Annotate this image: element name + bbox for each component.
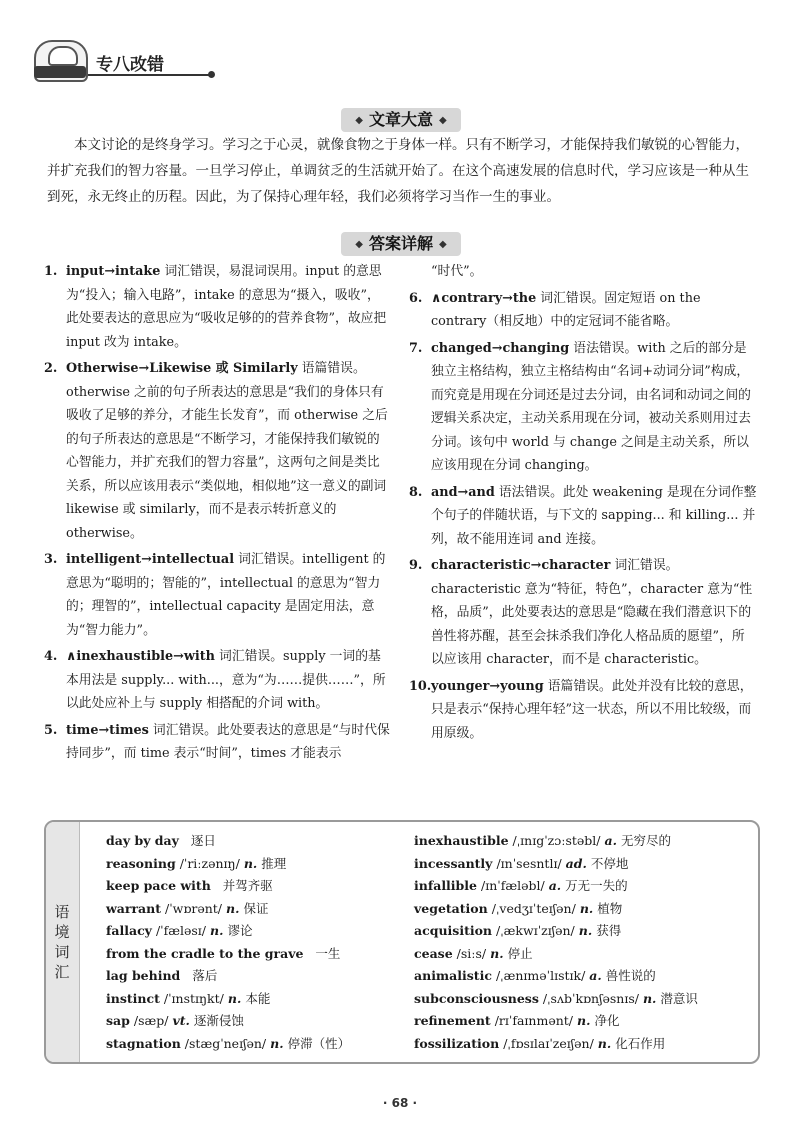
vocabulary-box	[44, 820, 760, 1064]
page-header	[30, 40, 190, 80]
vocab-phonetic: /ˌfɒsɪlaɪˈzeɪʃən/	[503, 1035, 594, 1051]
vocab-meaning: 无穷尽的	[620, 833, 671, 848]
vocab-word: day by day	[106, 833, 179, 848]
answer-explanation: 语法错误。with 之后的部分是独立主格结构，独立主格结构由“名词+动词分词”构成，而究竟是用现在分词还是过去分词，由名词和动词之间的逻辑关系决定，主动关系用现在分词，被动关系则用过去分词。该句中 world 与 change 之间是主动关系，所以应该用现在分词 changing。	[431, 340, 751, 473]
section-title: 专八改错	[96, 55, 164, 75]
vocab-phonetic: /ˈriːzənɪŋ/	[179, 855, 240, 871]
vocab-part-of-speech: n.	[210, 923, 224, 938]
answer-number: 5.	[44, 722, 58, 738]
vocab-list-right	[414, 830, 750, 1055]
summary-paragraph: 本文讨论的是终身学习。学习之于心灵，就像食物之于身体一样。只有不断学习，才能保持我们敏锐的心智能力，并扩充我们的智力容量。一旦学习停止，单调贫乏的生活就开始了。在这个高速发展的信息时代，学习应该是一种从生到死，永无终止的历程。因此，为了保持心理年轻，我们必须将学习当作一生的事业。	[47, 137, 749, 205]
vocab-meaning: 潜意识	[660, 990, 698, 1006]
answer-explanation: 词汇错误，易混词误用。input 的意思为“投入；输入电路”，intake 的意思为“摄入，吸收”，此处要表达的意思应为“吸收足够的的营养食物”，故应把 input 改为 intake。	[66, 264, 387, 350]
answer-item	[44, 548, 392, 642]
vocab-word: acquisition	[414, 923, 493, 938]
answer-explanation: 语篇错误。此处并没有比较的意思，只是表示“保持心理年轻”这一状态，所以不用比较级，而用原级。	[431, 678, 753, 741]
answer-correction: ∧contrary→the	[431, 290, 537, 306]
page-number: · 68 ·	[382, 1096, 418, 1110]
vocab-meaning: 兽性说的	[605, 968, 656, 983]
answer-correction: ∧inexhaustible→with	[66, 649, 215, 664]
diamond-icon: ◆	[439, 238, 447, 250]
answer-explanation: 词汇错误。characteristic 意为“特征，特色”，character 意为“性格，品质”，此处要表达的意思是“隐藏在我们潜意识下的兽性将苏醒，甚至会抹杀我们净化人格品质的愿望”，所以应该用 character，而不是 characteristic。	[431, 558, 753, 667]
answers-banner: ◆ 答案详解 ◆	[341, 232, 461, 256]
answer-explanation: 词汇错误。固定短语 on the contrary（相反地）中的定冠词不能省略。	[431, 290, 701, 329]
vocab-part-of-speech: n.	[597, 1035, 612, 1051]
vocab-word: from the cradle to the grave	[106, 945, 304, 961]
vocab-word: lag behind	[106, 968, 181, 983]
vocab-word: stagnation	[106, 1035, 181, 1051]
vocab-phonetic: /ˈɪnstɪŋkt/	[163, 990, 224, 1006]
vocab-entry	[106, 875, 406, 898]
vocab-meaning: 一生	[315, 945, 341, 961]
answer-number: 2.	[44, 361, 58, 376]
vocab-phonetic: /ˌɪnɪgˈzɔːstəbl/	[512, 833, 601, 848]
vocab-meaning: 净化	[594, 1013, 620, 1028]
vocab-meaning: 谬论	[227, 923, 253, 938]
vocab-entry	[414, 853, 750, 876]
vocab-meaning: 获得	[596, 923, 622, 938]
answer-correction: changed→changing	[431, 340, 570, 356]
vocab-entry	[106, 1033, 406, 1056]
answer-correction: younger→young	[431, 678, 544, 694]
vocab-entry	[414, 1033, 750, 1056]
book-logo-icon	[34, 40, 88, 82]
vocab-part-of-speech: ad.	[565, 855, 587, 871]
answer-item	[44, 645, 392, 716]
vocab-word: incessantly	[414, 855, 493, 871]
answers-left-column	[44, 260, 392, 769]
answer-number: 8.	[409, 484, 423, 500]
vocab-entry	[106, 830, 406, 853]
vocab-word: vegetation	[414, 900, 488, 916]
answer-item	[44, 260, 392, 354]
vocab-entry	[106, 1010, 406, 1033]
vocab-meaning: 万无一失的	[565, 878, 628, 893]
vocab-meaning: 并驾齐驱	[222, 878, 273, 893]
answer-correction: and→and	[431, 484, 495, 500]
vocab-entry	[106, 988, 406, 1011]
vocab-part-of-speech: n.	[226, 900, 240, 916]
diamond-icon: ◆	[355, 238, 363, 250]
answer-continuation: “时代”。	[431, 264, 483, 279]
vocab-meaning: 停止	[507, 945, 533, 961]
vocab-word: inexhaustible	[414, 833, 509, 848]
vocab-word: sap	[106, 1013, 130, 1028]
vocab-entry	[106, 943, 406, 966]
vocab-entry	[414, 988, 750, 1011]
answer-item	[44, 719, 392, 766]
vocab-meaning: 不停地	[590, 855, 629, 871]
vocab-part-of-speech: n.	[578, 923, 593, 938]
vocab-part-of-speech: n.	[579, 900, 594, 916]
vocab-entry	[414, 943, 750, 966]
vocab-phonetic: /rɪˈfaɪnmənt/	[494, 1013, 574, 1028]
vocab-entry	[414, 1010, 750, 1033]
vocab-meaning: 逐日	[190, 833, 216, 848]
vocab-phonetic: /ˌænɪməˈlɪstɪk/	[495, 968, 586, 983]
vocab-word: animalistic	[414, 968, 492, 983]
answer-explanation: 语法错误。此处 weakening 是现在分词作整个句子的伴随状语，与下文的 sapping... 和 killing... 并列，故不能用连词 and 连接。	[431, 484, 757, 547]
vocab-list-left	[106, 830, 406, 1055]
vocab-meaning: 本能	[245, 990, 271, 1006]
vocab-word: fallacy	[106, 923, 152, 938]
vocab-entry	[106, 898, 406, 921]
vocab-part-of-speech: a.	[548, 878, 562, 893]
vocab-meaning: 化石作用	[615, 1035, 666, 1051]
answer-number: 4.	[44, 649, 58, 664]
vocab-entry	[414, 830, 750, 853]
vocab-phonetic: /sæp/	[133, 1013, 169, 1028]
vocab-word: instinct	[106, 990, 160, 1006]
vocab-phonetic: /ɪnˈsesntlɪ/	[496, 855, 562, 871]
vocab-word: cease	[414, 945, 453, 961]
vocab-word: reasoning	[106, 855, 176, 871]
vocab-part-of-speech: n.	[227, 990, 242, 1006]
answer-number: 10.	[409, 678, 432, 694]
answer-correction: characteristic→character	[431, 558, 611, 573]
vocab-part-of-speech: n.	[490, 945, 504, 961]
answer-item	[44, 357, 392, 545]
vocab-meaning: 保证	[243, 900, 269, 916]
vocab-phonetic: /ˈfæləsɪ/	[155, 923, 206, 938]
answer-item	[409, 481, 757, 552]
vocabulary-sidebar	[46, 822, 80, 1062]
answer-item	[409, 287, 757, 334]
answer-item	[409, 337, 757, 478]
vocabulary-label: 语 境 词 汇	[54, 903, 70, 981]
vocab-phonetic: /stægˈneɪʃən/	[184, 1035, 267, 1051]
vocab-phonetic: /ˈwɒrənt/	[165, 900, 223, 916]
answer-number: 7.	[409, 340, 423, 356]
answer-explanation: 词汇错误。此处要表达的意思是“与时代保持同步”，而 time 表示“时间”，times 才能表示	[66, 722, 390, 761]
vocab-phonetic: /ˌsʌbˈkɒnʃəsnɪs/	[542, 990, 639, 1006]
vocab-word: refinement	[414, 1013, 491, 1028]
vocab-meaning: 停滞（性）	[287, 1035, 351, 1051]
vocab-entry	[106, 965, 406, 988]
vocab-word: subconsciousness	[414, 990, 539, 1006]
vocab-entry	[414, 920, 750, 943]
vocab-entry	[414, 965, 750, 988]
vocab-part-of-speech: a.	[604, 833, 617, 848]
answer-number: 9.	[409, 558, 423, 573]
answer-explanation: 词汇错误。supply 一词的基本用法是 supply... with...，意为“为……提供……”，所以此处应补上与 supply 相搭配的介词 with。	[66, 649, 386, 711]
vocab-part-of-speech: n.	[243, 855, 258, 871]
vocab-word: warrant	[106, 900, 161, 916]
vocab-meaning: 植物	[597, 900, 623, 916]
diamond-icon: ◆	[439, 114, 447, 126]
answer-item	[409, 675, 757, 746]
answer-explanation: 词汇错误。intelligent 的意思为“聪明的；智能的”，intellectual 的意思为“智力的；理智的”，intellectual capacity 是固定用法，意为“智力能力”。	[66, 552, 386, 638]
answer-item	[409, 554, 757, 672]
vocab-entry	[106, 920, 406, 943]
answer-correction: input→intake	[66, 264, 161, 279]
answer-explanation: 语篇错误。otherwise 之前的句子所表达的意思是“我们的身体只有吸收了足够的养分，才能生长发育”，而 otherwise 之后的句子所表达的意思是“不断学习，才能保持我们敏锐的心智能力，并扩充我们的智力容量”，这两句之间是类比关系，所以应该用表示“类似地，相似地”这一意义的副词 likewise 或 similarly，而不是表示转折意义的 otherwise。	[66, 361, 388, 541]
vocab-meaning: 逐渐侵蚀	[193, 1013, 244, 1028]
summary-banner: ◆ 文章大意 ◆	[341, 108, 461, 132]
answer-correction: Otherwise→Likewise 或 Similarly	[66, 361, 298, 376]
answer-number: 6.	[409, 290, 423, 306]
vocab-entry	[414, 875, 750, 898]
vocab-word: keep pace with	[106, 878, 211, 893]
vocab-part-of-speech: n.	[270, 1035, 284, 1051]
diamond-icon: ◆	[355, 114, 363, 126]
vocab-entry	[414, 898, 750, 921]
answers-right-column	[409, 260, 757, 748]
vocab-part-of-speech: a.	[589, 968, 602, 983]
vocab-phonetic: /ˌvedʒɪˈteɪʃən/	[491, 900, 576, 916]
vocab-phonetic: /siːs/	[456, 945, 487, 961]
vocab-phonetic: /ɪnˈfæləbl/	[481, 878, 545, 893]
vocab-part-of-speech: n.	[642, 990, 657, 1006]
vocab-meaning: 推理	[261, 855, 287, 871]
vocab-part-of-speech: vt.	[172, 1013, 190, 1028]
vocab-entry	[106, 853, 406, 876]
vocab-part-of-speech: n.	[577, 1013, 591, 1028]
answer-number: 3.	[44, 552, 58, 567]
answer-correction: intelligent→intellectual	[66, 552, 235, 567]
vocab-word: infallible	[414, 878, 478, 893]
answer-number: 1.	[44, 264, 58, 279]
vocab-phonetic: /ˌækwɪˈzɪʃən/	[496, 923, 575, 938]
vocab-word: fossilization	[414, 1035, 500, 1051]
answer-correction: time→times	[66, 722, 149, 738]
vocab-meaning: 落后	[192, 968, 218, 983]
